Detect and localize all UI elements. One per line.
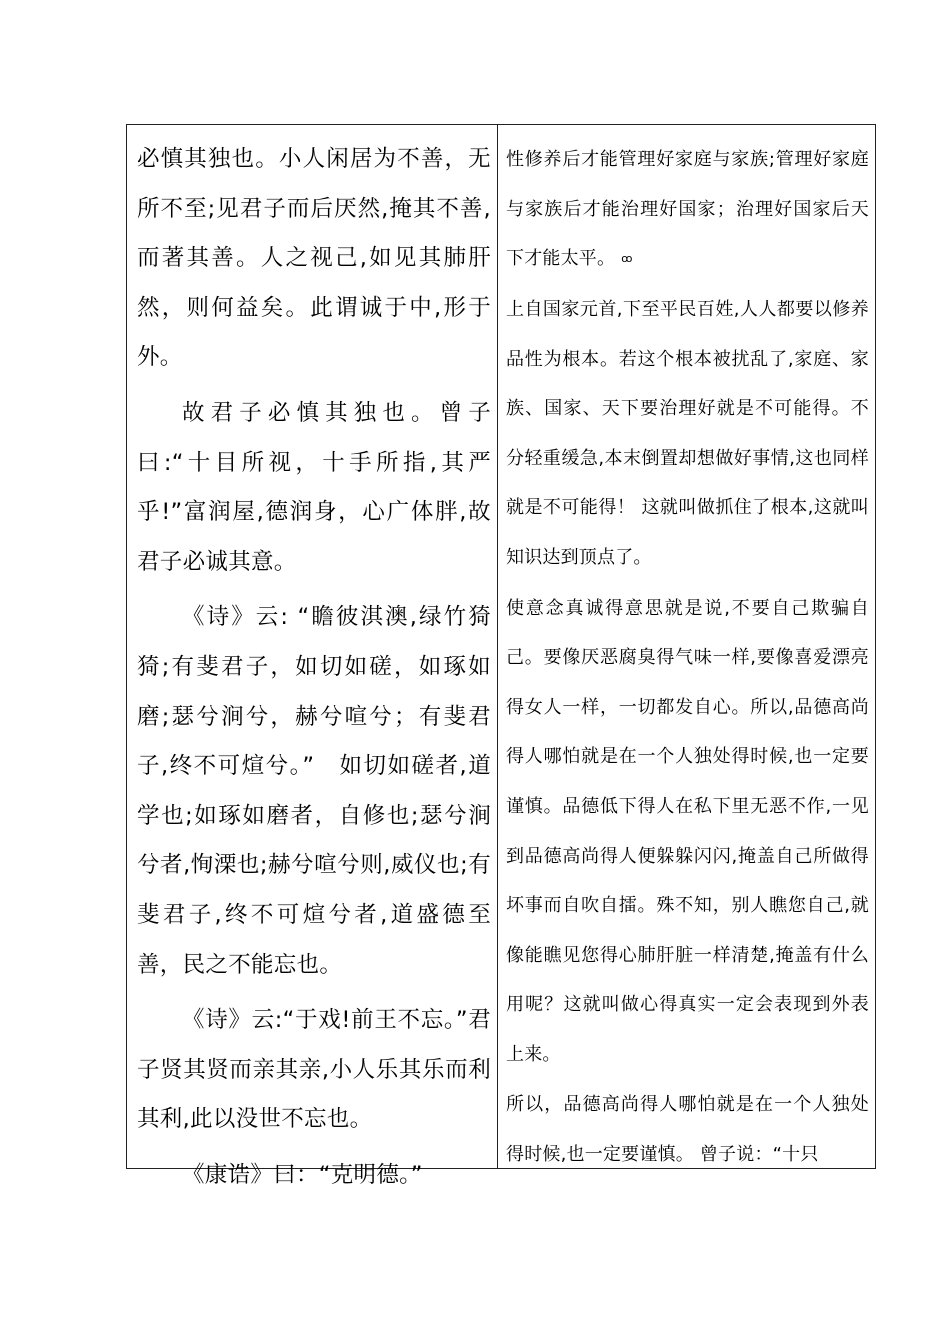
- original-paragraph: 《康诰》曰：“克明德。”: [182, 1161, 423, 1188]
- original-text-column: [127, 125, 498, 1188]
- translation-paragraph: 上自国家元首,下至平民百姓,人人都要以修养品性为根本。若这个根本被扰乱了,家庭、家族、国家、天下要治理好就是不可能得。不分轻重缓急,本末倒置却想做好事情,这也同样就是不可能得！ 这就叫做抓住了根本,这就叫知识达到顶点了。: [506, 298, 869, 568]
- translation-paragraph: 使意念真诚得意思就是说,不要自己欺骗自己。要像厌恶腐臭得气味一样,要像喜爱漂亮得女人一样，一切都发自心。所以,品德高尚得人哪怕就是在一个人独处得时候,也一定要谨慎。品德低下得人在私下里无恶不作,一见到品德高尚得人便躲躲闪闪,掩盖自己所做得坏事而自吹自擂。殊不知，别人瞧您自己,就像能瞧见您得心肺肝脏一样清楚,掩盖有什么用呢？这就叫做心得真实一定会表现到外表上来。: [506, 597, 869, 1065]
- original-paragraph: 《诗》云: “瞻彼淇澳,绿竹猗猗;有斐君子，如切如磋，如琢如磨;瑟兮涧兮，赫兮喧兮；有斐君子,终不可煊兮。” 如切如磋者,道学也;如琢如磨者，自修也;瑟兮涧兮者,恂溧也;赫兮喧兮则,威仪也;有斐君子,终不可煊兮者,道盛德至善，民之不能忘也。: [137, 604, 491, 978]
- paragraph-return-icon: ꝏ: [621, 252, 633, 266]
- original-paragraph: 必慎其独也。小人闲居为不善，无所不至;见君子而后厌然,掩其不善,而著其善。人之视己,如见其肺肝然，则何益矣。此谓诚于中,形于外。: [137, 146, 491, 371]
- two-column-table: [126, 124, 876, 1188]
- translation-paragraph: 所以，品德高尚得人哪怕就是在一个人独处得时候,也一定要谨慎。 曾子说：“十只: [506, 1094, 869, 1166]
- original-paragraph: 故君子必慎其独也。曾子曰:“十目所视，十手所指,其严乎!”富润屋,德润身，心广体胖,故君子必诚其意。: [137, 399, 491, 575]
- translation-paragraph: [506, 135, 869, 284]
- translation-column: [498, 125, 875, 1168]
- original-paragraph: 《诗》云:“于戏!前王不忘。”君子贤其贤而亲其亲,小人乐其乐而利其利,此以没世不忘也。: [137, 1007, 491, 1133]
- translation-paragraph-text: 性修养后才能管理好家庭与家族;管理好家庭与家族后才能治理好国家；治理好国家后天下才能太平。: [506, 149, 869, 270]
